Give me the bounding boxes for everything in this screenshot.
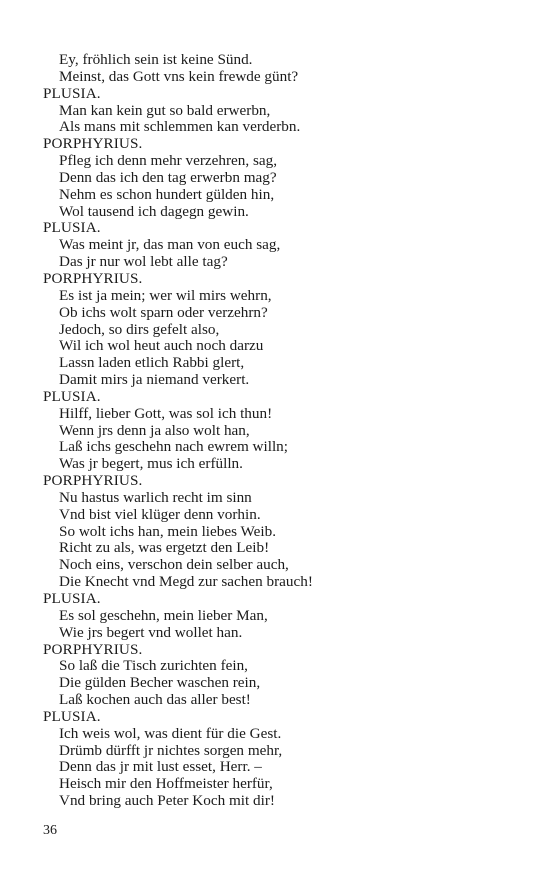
speaker-name: PLUSIA. [43,707,101,725]
speaker-name: PLUSIA. [43,84,101,102]
verse-line: Die gülden Becher waschen rein, [59,674,261,692]
verse-line: Was jr begert, mus ich erfülln. [59,455,243,473]
speaker-name: PLUSIA. [43,590,101,607]
verse-line: Noch eins, verschon dein selber auch, [59,556,289,574]
verse-line: Als mans mit schlemmen kan verderbn. [59,118,301,136]
page-number: 36 [43,823,57,838]
verse-line: Wie jrs begert vnd wollet han. [59,623,243,641]
verse-line: Das jr nur wol lebt alle tag? [59,253,228,271]
verse-line: Ob ichs wolt sparn oder verzehrn? [59,303,268,321]
speaker-name: PORPHYRIUS. [43,135,143,153]
verse-line: Vnd bring auch Peter Koch mit dir! [59,792,275,810]
verse-line: Was meint jr, das man von euch sag, [59,236,281,254]
verse-line: Heisch mir den Hoffmeister herfür, [59,775,273,793]
verse-line: Lassn laden etlich Rabbi glert, [59,354,245,372]
verse-line: Ey, fröhlich sein ist keine Sünd. [59,51,253,68]
speaker-name: PORPHYRIUS. [43,472,143,490]
verse-line: Wenn jrs denn ja also wolt han, [59,421,250,439]
verse-line: Man kan kein gut so bald erwerbn, [59,101,271,119]
verse-line: Pfleg ich denn mehr verzehren, sag, [59,152,278,170]
verse-line: Jedoch, so dirs gefelt also, [59,320,220,338]
verse-line: Drümb dürfft jr nichtes sorgen mehr, [59,741,283,759]
verse-line: Meinst, das Gott vns kein frewde günt? [59,67,299,85]
verse-line: Nu hastus warlich recht im sinn [59,488,252,506]
verse-line: Vnd bist viel klüger denn vorhin. [59,505,261,523]
verse-line: Richt zu als, was ergetzt den Leib! [59,539,270,557]
speaker-name: PORPHYRIUS. [43,269,143,287]
verse-line: Laß ichs geschehn nach ewrem willn; [59,438,288,456]
verse-line: So wolt ichs han, mein liebes Weib. [59,522,276,540]
verse-line: Die Knecht vnd Megd zur sachen brauch! [59,573,313,591]
speaker-name: PLUSIA. [43,387,101,405]
verse-line: Denn das ich den tag erwerbn mag? [59,168,277,186]
play-text [43,52,523,810]
verse-line: Es ist ja mein; wer wil mirs wehrn, [59,286,272,304]
verse-line: Hilff, lieber Gott, was sol ich thun! [59,404,273,422]
verse-line: Es sol geschehn, mein lieber Man, [59,606,268,624]
verse-line: Wil ich wol heut auch noch darzu [59,337,264,355]
verse-line: Nehm es schon hundert gülden hin, [59,185,275,203]
speaker-name: PORPHYRIUS. [43,640,143,658]
verse-line: Ich weis wol, was dient für die Gest. [59,724,282,742]
verse-line: Laß kochen auch das aller best! [59,691,251,709]
verse-line: Damit mirs ja niemand verkert. [59,371,250,389]
verse-line: So laß die Tisch zurichten fein, [59,657,248,675]
speaker-name: PLUSIA. [43,219,101,237]
verse-line: Denn das jr mit lust esset, Herr. – [59,758,262,776]
verse-line: Wol tausend ich dagegn gewin. [59,202,249,220]
